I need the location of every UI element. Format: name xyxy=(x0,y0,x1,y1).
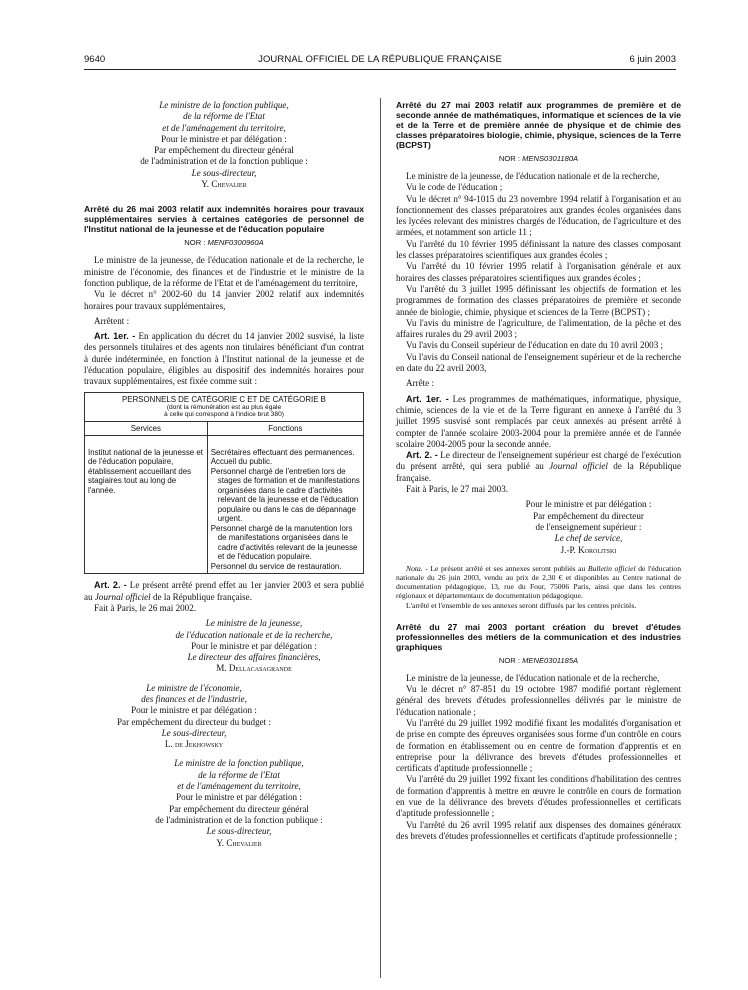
paragraph: Vu le code de l'éducation ; xyxy=(406,182,503,193)
header-rule xyxy=(84,69,676,70)
column-header-fonctions: Fonctions xyxy=(207,421,363,435)
nor-reference xyxy=(396,154,681,163)
function-item: Accueil du public. xyxy=(210,457,273,467)
article-text: Les programmes de mathématiques, informatique, physique, chimie, sciences de la vie et de la Terre figurant en annexe à l'arrêté du 3 juillet 1995 susvisé sont remplacés par ceux annexés au présent arrêté à compter de l'année scolaire 2003-2004 pour la première année et de l'année scolaire 2004-2005 pour la seconde année. xyxy=(396,393,682,449)
journal-title: JOURNAL OFFICIEL DE LA RÉPUBLIQUE FRANÇAISE xyxy=(258,54,502,65)
paragraph: Le ministre de la jeunesse, de l'éducation nationale et de la recherche, xyxy=(406,171,660,181)
sig-line: de l'administration et de la fonction publique : xyxy=(140,156,308,167)
sig-line: Par empêchement du directeur général xyxy=(154,145,294,156)
article-2 xyxy=(84,580,364,603)
signatory-name: Y. Chevalier xyxy=(201,179,247,190)
sig-line: de l'administration et de la fonction publique : xyxy=(155,814,323,825)
sig-line: de la réforme de l'Etat xyxy=(198,769,280,780)
function-item: Personnel du service de restauration. xyxy=(210,561,342,571)
column-header-services: Services xyxy=(85,421,208,435)
nor-reference xyxy=(84,238,364,247)
right-column xyxy=(396,100,681,842)
function-item: Personnel chargé de la manutention lors de manifestations organisées dans le cadre d'activités relevant de la jeunesse et de l'éducation populaire. xyxy=(210,523,358,562)
enacting-formula: Arrête : xyxy=(406,378,435,389)
article-label: Art. 2. - xyxy=(406,450,438,461)
signatory-name: Y. Chevalier xyxy=(216,837,262,848)
nor-code: MENS0301180A xyxy=(522,154,579,163)
article-text: de la République française. xyxy=(152,591,252,602)
paragraph: Vu le décret n° 94-1015 du 23 novembre 1994 relatif à l'organisation et au fonctionnement des classes préparatoires aux grandes écoles organisées dans les lycées relevant des ministres chargés de l'éducation, de l'agriculture et des armées, et notamment son article 11 ; xyxy=(396,193,681,238)
sig-line: des finances et de l'industrie, xyxy=(141,694,247,704)
paragraph: Vu l'arrêté du 29 juillet 1992 fixant les conditions d'habilitation des centres de formation d'apprentis à mettre en œuvre le contrôle en cours de formation en vue de la délivrance des brevets d'études professionnelles et certificats d'aptitude professionnelle ; xyxy=(396,774,681,819)
article-label: Art. 1er. - xyxy=(406,393,449,404)
page-number: 9640 xyxy=(84,54,106,65)
sig-line: Le ministre de la fonction publique, xyxy=(159,100,289,110)
page-header xyxy=(84,54,676,68)
table-title: PERSONNELS DE CATÉGORIE C ET DE CATÉGORIE B xyxy=(122,394,326,404)
left-column xyxy=(84,100,364,849)
article-1 xyxy=(84,331,364,387)
sig-line: et de l'aménagement du territoire, xyxy=(177,781,301,792)
date-place: Fait à Paris, le 26 mai 2002. xyxy=(94,602,197,613)
date-place: Fait à Paris, le 27 mai 2003. xyxy=(406,484,509,495)
sig-line: Le ministre de la fonction publique, xyxy=(174,758,304,769)
article-text: Le directeur de l'enseignement supérieur est chargé de l'exécution du présent arrêté, qui sera publié au xyxy=(396,450,682,472)
nota-text: de l'éducation nationale du 26 juin 2003, vendu au prix de 2,30 € et disponibles au Centre national de documentation pédagogique, 13, rue du Four, 75006 Paris, ainsi que dans les centres régionaux et départementaux de documentation pédagogique. xyxy=(396,563,681,601)
nor-code: MENE0301185A xyxy=(522,655,579,665)
issue-date: 6 juin 2003 xyxy=(629,54,676,65)
table-header xyxy=(85,392,364,421)
paragraph: Vu l'avis du ministre de l'agriculture, de l'alimentation, de la pêche et des affaires rurales du 29 avril 2003 ; xyxy=(396,317,681,340)
signature-block-a xyxy=(144,618,364,674)
article-text: Le présent arrêté prend effet au 1er janvier 2003 et sera publié au xyxy=(84,580,365,602)
article-2 xyxy=(396,450,681,484)
paragraph: Le ministre de la jeunesse, de l'éducation nationale et de la recherche, le ministre de l'économie, des finances et de l'industrie et le ministre de la fonction publique, de la réforme de l'Etat et de l'aménagement du territoire, xyxy=(84,255,364,288)
nor-label: NOR : xyxy=(498,655,520,665)
paragraph: Vu le décret n° 87-851 du 19 octobre 1987 modifié portant règlement général des brevets d'études professionnelles délivrés par le ministre de l'éducation nationale ; xyxy=(396,684,681,717)
sig-line: Pour le ministre et par délégation : xyxy=(525,499,652,510)
enacting-formula: Arrêtent : xyxy=(94,315,130,326)
sig-line: Le directeur des affaires financières, xyxy=(187,652,321,663)
table-row xyxy=(85,435,364,574)
nor-label: NOR : xyxy=(498,154,520,163)
sig-line: Par empêchement du directeur du budget : xyxy=(116,716,272,727)
sig-line: Pour le ministre et par délégation : xyxy=(176,792,302,803)
article-text: En application du décret du 14 janvier 2002 susvisé, la liste des personnels titulaires et des agents non titulaires bénéficiant d'un contrat à durée indéterminée, en fonction à l'Institut national de la jeunesse et de l'éducation populaire, éligibles au dispositif des indemnités horaires pour travaux supplémentaires, est fixée comme suit : xyxy=(84,331,364,387)
service-cell: Institut national de la jeunesse et de l'éducation populaire, établissement accueillant des stagiaires tout au long de l'année. xyxy=(85,435,208,574)
decree-title: Arrêté du 27 mai 2003 portant création du brevet d'études professionnelles des métiers de la communication et des industries graphiques xyxy=(396,621,681,652)
paragraph: Le ministre de la jeunesse, de l'éducation nationale et de la recherche, xyxy=(406,672,660,683)
paragraph: Vu l'arrêté du 29 juillet 1992 modifié fixant les modalités d'organisation et de prise en compte des épreuves organisées sous forme d'un contrôle en cours de formation en établissement ou en centre de formation d'apprentis et en entreprise pour la délivrance des brevets d'études professionnelles et certificats d'aptitude professionnelle ; xyxy=(396,718,681,774)
nor-code: MENF0300960A xyxy=(207,238,264,248)
nor-label: NOR : xyxy=(184,238,206,248)
sig-line: Pour le ministre et par délégation : xyxy=(161,133,287,144)
article-text: de la République française. xyxy=(396,461,681,483)
sig-line: de la réforme de l'Etat xyxy=(183,111,265,122)
nota-text: Le présent arrêté et ses annexes seront publiés au xyxy=(430,563,586,573)
personnel-table xyxy=(84,392,364,575)
paragraph: Vu l'avis du Conseil supérieur de l'éducation en date du 10 avril 2003 ; xyxy=(406,340,664,351)
sig-line: Pour le ministre et par délégation : xyxy=(191,640,317,651)
sig-line: Le sous-directeur, xyxy=(161,727,227,738)
article-1 xyxy=(396,394,681,450)
nota xyxy=(396,564,681,601)
sig-line: et de l'aménagement du territoire, xyxy=(162,122,286,133)
table-subtitle: (dont la rémunération est au plus égale xyxy=(166,403,282,411)
function-item: Secrétaires effectuant des permanences. xyxy=(210,447,355,457)
nota-text: L'arrêté et l'ensemble de ses annexes seront diffusés par les centres précités. xyxy=(406,600,637,610)
sig-line: Le ministre de la jeunesse, xyxy=(205,618,303,629)
functions-cell xyxy=(207,435,363,574)
table-subtitle: à celle qui correspond à l'indice brut 380) xyxy=(163,411,285,419)
sig-line: Par empêchement du directeur général xyxy=(169,803,309,814)
sig-line: Par empêchement du directeur xyxy=(533,510,644,521)
journal-name: Journal officiel xyxy=(549,461,608,472)
sig-line: Le ministre de l'économie, xyxy=(146,682,242,693)
paragraph: Vu l'arrêté du 10 février 1995 définissant la nature des classes composant les classes préparatoires scientifiques aux grandes écoles ; xyxy=(396,238,681,261)
signatory-name: L. de Jekhowsky xyxy=(164,739,224,750)
paragraph: Vu le décret n° 2002-60 du 14 janvier 2002 relatif aux indemnités horaires pour travaux supplémentaires, xyxy=(84,289,364,311)
paragraph: Vu l'arrêté du 26 avril 1995 relatif aux dispenses des domaines généraux des brevets d'études professionnelles et certificats d'aptitude professionnelle ; xyxy=(396,819,681,841)
nor-reference xyxy=(396,656,681,665)
signature-block-b xyxy=(84,683,304,751)
decree-title: Arrêté du 26 mai 2003 relatif aux indemnités horaires pour travaux supplémentaires servies à certaines catégories de personnel de l'Institut national de la jeunesse et de l'éducation populaire xyxy=(84,204,364,235)
decree-title: Arrêté du 27 mai 2003 relatif aux programmes de première et de seconde année de mathématiques, informatique et sciences de la vie et de la Terre et de première année de physique et de chimie des classes préparatoires biologie, chimie, physique, sciences de la Terre (BCPST) xyxy=(396,100,681,150)
signatory-name: M. Dellacasagrande xyxy=(216,663,292,674)
paragraph: Vu l'arrêté du 3 juillet 1995 définissant les objectifs de formation et les programmes de formation des classes préparatoires de première et seconde année de biologie, chimie, physique et sciences de la Terre (BCPST) ; xyxy=(396,283,681,317)
article-label: Art. 1er. - xyxy=(94,331,136,342)
function-item: Personnel chargé de l'entretien lors de stages de formation et de manifestations organisées dans le cadre d'activités relevant de la jeunesse et de l'éducation populaire ou dans le cas de dépannage urgent. xyxy=(210,466,360,524)
paragraph: Vu l'avis du Conseil national de l'enseignement supérieur et de la recherche en date du 22 avril 2003, xyxy=(396,351,681,374)
sig-line: Le chef de service, xyxy=(554,533,623,544)
signature-block-top xyxy=(84,100,364,190)
signature-block-c xyxy=(114,758,364,848)
paragraph: Vu l'arrêté du 10 février 1995 relatif à l'organisation générale et aux horaires des classes préparatoires scientifiques aux grandes écoles ; xyxy=(396,261,681,283)
journal-name: Journal officiel xyxy=(94,591,151,602)
sig-line: Le sous-directeur, xyxy=(191,167,257,178)
sig-line: de l'éducation nationale et de la recherche, xyxy=(175,629,333,640)
column-divider xyxy=(380,98,381,978)
article-label: Art. 2. - xyxy=(94,580,127,591)
sig-line: Le sous-directeur, xyxy=(206,826,272,837)
nota-label: Nota. - xyxy=(406,563,428,573)
bulletin-name: Bulletin officiel xyxy=(587,563,636,573)
signatory-name: J.-P. Korolitski xyxy=(560,544,617,555)
sig-line: Pour le ministre et par délégation : xyxy=(131,705,257,716)
signature-block xyxy=(496,499,681,555)
sig-line: de l'enseignement supérieur : xyxy=(535,521,642,532)
